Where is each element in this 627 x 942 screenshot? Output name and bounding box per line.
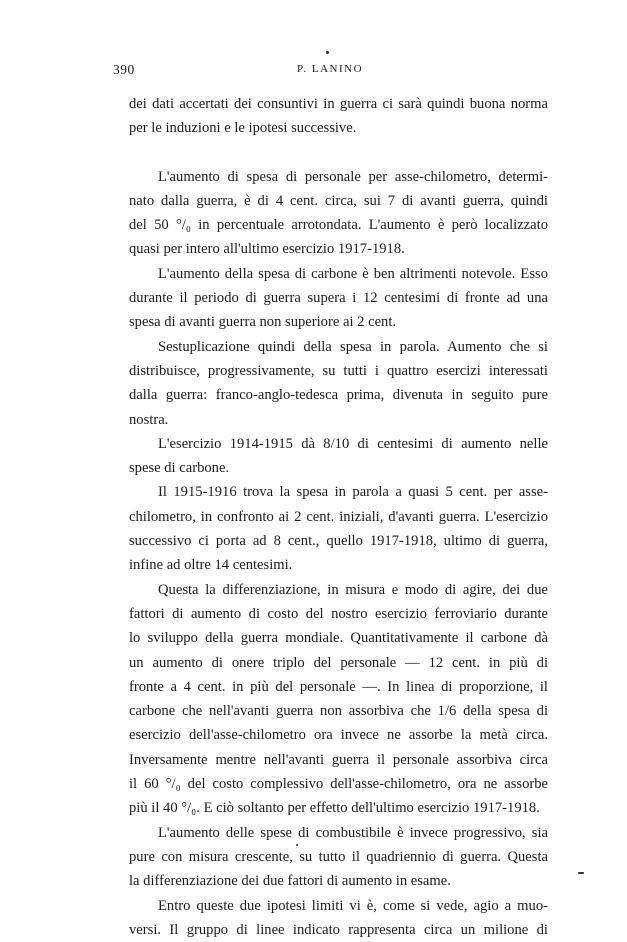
page-number: 390 <box>113 62 135 78</box>
text-line: L'esercizio 1914-1915 dà 8/10 di centesimi di aumento nelle <box>129 432 548 456</box>
text-line: dalla guerra: franco-anglo-tedesca prima, divenuta in seguito pure <box>129 383 548 407</box>
text-line: per le induzioni e le ipotesi successive. <box>129 116 548 140</box>
text-line: versi. Il gruppo di linee indicato rappresenta circa un milione di <box>129 918 548 942</box>
page-header <box>113 62 547 82</box>
text-line: lo sviluppo della guerra mondiale. Quantitativamente il carbone dà <box>129 626 548 650</box>
text-line: nato dalla guerra, è di 4 cent. circa, sui 7 di avanti guerra, quindi <box>129 189 548 213</box>
paragraph <box>129 578 548 821</box>
text-line: fattori di aumento di costo del nostro esercizio ferroviario durante <box>129 602 548 626</box>
text-line: quasi per intero all'ultimo esercizio 1917-1918. <box>129 237 548 261</box>
text-line: la differenziazione dei due fattori di aumento in esame. <box>129 869 548 893</box>
text-line: L'aumento delle spese di combustibile è invece progressivo, sia <box>129 821 548 845</box>
text-line: chilometro, in confronto ai 2 cent. iniziali, d'avanti guerra. L'esercizio <box>129 505 548 529</box>
text-line: Sestuplicazione quindi della spesa in parola. Aumento che si <box>129 335 548 359</box>
paragraph <box>129 262 548 335</box>
paragraph-gap <box>129 141 548 165</box>
text-line: pure con misura crescente, su tutto il quadriennio di guerra. Questa <box>129 845 548 869</box>
text-line: Inversamente mentre nell'avanti guerra il personale assorbiva circa <box>129 748 548 772</box>
speck-mark <box>326 51 329 54</box>
text-line: dei dati accertati dei consuntivi in guerra ci sarà quindi buona norma <box>129 92 548 116</box>
text-line: Il 1915-1916 trova la spesa in parola a quasi 5 cent. per asse- <box>129 480 548 504</box>
text-line: successivo ci porta ad 8 cent., quello 1917-1918, ultimo di guerra, <box>129 529 548 553</box>
text-line: fronte a 4 cent. in più del personale —. In linea di proporzione, il <box>129 675 548 699</box>
speck-mark <box>296 844 298 846</box>
text-line: nostra. <box>129 408 548 432</box>
text-line: infine ad oltre 14 centesimi. <box>129 553 548 577</box>
text-line: spese di carbone. <box>129 456 548 480</box>
paragraph <box>129 92 548 141</box>
text-line: del 50 °/₀ in percentuale arrotondata. L'aumento è però localizzato <box>129 213 548 237</box>
text-line: il 60 °/₀ del costo complessivo dell'asse-chilometro, ora ne assorbe <box>129 772 548 796</box>
text-line: spesa di avanti guerra non superiore ai 2 cent. <box>129 310 548 334</box>
paragraph <box>129 335 548 432</box>
text-line: Entro queste due ipotesi limiti vi è, come si vede, agio a muo- <box>129 894 548 918</box>
text-line: distribuisce, progressivamente, su tutti i quattro esercizi interessati <box>129 359 548 383</box>
text-line: esercizio dell'asse-chilometro ora invece ne assorbe la metà circa. <box>129 723 548 747</box>
body-text <box>129 92 548 942</box>
text-line: L'aumento della spesa di carbone è ben altrimenti notevole. Esso <box>129 262 548 286</box>
text-line: un aumento di onere triplo del personale — 12 cent. in più di <box>129 651 548 675</box>
paragraph <box>129 821 548 894</box>
text-line: più il 40 °/₀. E ciò soltanto per effetto dell'ultimo esercizio 1917-1918. <box>129 796 548 820</box>
speck-mark <box>578 872 584 874</box>
paragraph <box>129 432 548 481</box>
paragraph <box>129 894 548 942</box>
text-line: carbone che nell'avanti guerra non assorbiva che 1/6 della spesa di <box>129 699 548 723</box>
text-line: Questa la differenziazione, in misura e modo di agire, dei due <box>129 578 548 602</box>
text-line: L'aumento di spesa di personale per asse-chilometro, determi- <box>129 165 548 189</box>
paragraph <box>129 165 548 262</box>
paragraph <box>129 480 548 577</box>
running-head: P. LANINO <box>113 63 547 75</box>
text-line: durante il periodo di guerra supera i 12 centesimi di fronte ad una <box>129 286 548 310</box>
